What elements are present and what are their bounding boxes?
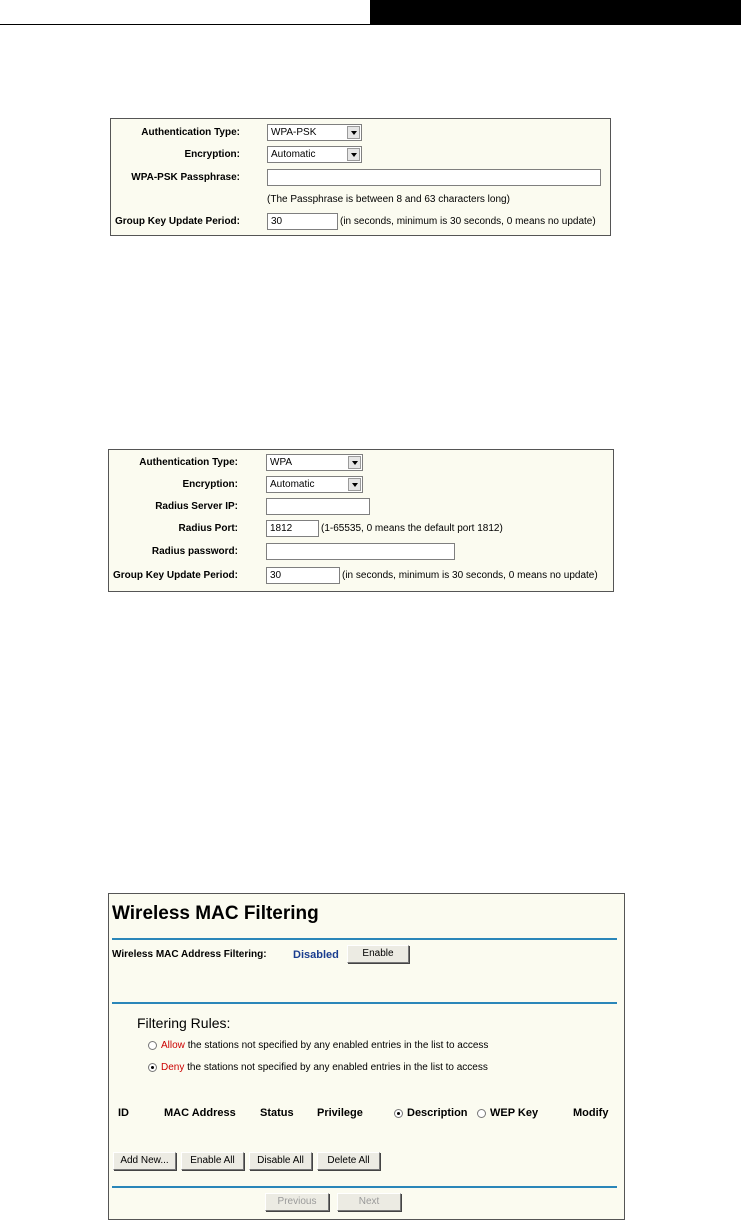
column-header-id: ID (118, 1107, 129, 1119)
allow-keyword: Allow (161, 1040, 185, 1051)
group-key-input[interactable]: 30 (266, 567, 340, 584)
auth-type-select[interactable]: WPA (266, 454, 363, 471)
column-header-status: Status (260, 1107, 294, 1119)
chevron-down-icon (348, 456, 361, 469)
filtering-status: Disabled (293, 949, 339, 961)
group-key-label: Group Key Update Period: (114, 216, 240, 227)
allow-radio[interactable] (148, 1041, 157, 1050)
encryption-label: Encryption: (182, 479, 238, 490)
auth-type-select[interactable]: WPA-PSK (267, 124, 362, 141)
encryption-select[interactable]: Automatic (266, 476, 363, 493)
wpa-psk-settings-panel (110, 118, 611, 236)
passphrase-input[interactable] (267, 169, 601, 186)
disable-all-button[interactable]: Disable All (249, 1152, 312, 1170)
group-key-label: Group Key Update Period: (112, 570, 238, 581)
column-header-modify: Modify (573, 1107, 609, 1119)
deny-keyword: Deny (161, 1062, 185, 1073)
filtering-rules-heading: Filtering Rules: (137, 1015, 231, 1031)
deny-rule-text (161, 1062, 488, 1073)
radius-ip-input[interactable] (266, 498, 370, 515)
column-header-description: Description (407, 1107, 468, 1119)
column-header-privilege: Privilege (317, 1107, 363, 1119)
enable-button[interactable]: Enable (347, 945, 409, 963)
wep-key-radio[interactable] (477, 1109, 486, 1118)
column-header-mac-address: MAC Address (164, 1107, 236, 1119)
header-bar (370, 0, 741, 24)
mac-filtering-label: Wireless MAC Address Filtering: (112, 949, 267, 960)
radius-password-label: Radius password: (151, 546, 238, 557)
allow-rule-text (161, 1040, 488, 1051)
allow-description: the stations not specified by any enabled entries in the list to access (187, 1040, 489, 1051)
section-divider (112, 1002, 617, 1004)
radius-password-input[interactable] (266, 543, 455, 560)
enable-all-button[interactable]: Enable All (181, 1152, 244, 1170)
add-new-button[interactable]: Add New... (113, 1152, 176, 1170)
group-key-input[interactable]: 30 (267, 213, 338, 230)
section-divider (112, 1186, 617, 1188)
deny-radio[interactable] (148, 1063, 157, 1072)
next-button[interactable]: Next (337, 1193, 401, 1211)
deny-description: the stations not specified by any enabled entries in the list to access (187, 1062, 488, 1073)
chevron-down-icon (348, 478, 361, 491)
column-header-wep-key: WEP Key (490, 1107, 539, 1119)
section-divider (112, 938, 617, 940)
header-rule (0, 24, 741, 25)
encryption-select[interactable]: Automatic (267, 146, 362, 163)
previous-button[interactable]: Previous (265, 1193, 329, 1211)
auth-type-label: Authentication Type: (141, 127, 240, 138)
passphrase-label: WPA-PSK Passphrase: (131, 172, 240, 183)
radius-ip-label: Radius Server IP: (155, 501, 238, 512)
encryption-label: Encryption: (184, 149, 240, 160)
description-radio[interactable] (394, 1109, 403, 1118)
chevron-down-icon (347, 126, 360, 139)
radius-port-input[interactable]: 1812 (266, 520, 319, 537)
group-key-note: (in seconds, minimum is 30 seconds, 0 means no update) (342, 570, 598, 581)
passphrase-note: (The Passphrase is between 8 and 63 characters long) (267, 194, 510, 205)
mac-filtering-panel (108, 893, 625, 1220)
delete-all-button[interactable]: Delete All (317, 1152, 380, 1170)
page-title: Wireless MAC Filtering (112, 903, 319, 924)
chevron-down-icon (347, 148, 360, 161)
wpa-settings-panel (108, 449, 614, 592)
group-key-note: (in seconds, minimum is 30 seconds, 0 means no update) (340, 216, 596, 227)
radius-port-note: (1-65535, 0 means the default port 1812) (321, 523, 503, 534)
auth-type-label: Authentication Type: (139, 457, 238, 468)
radius-port-label: Radius Port: (178, 523, 238, 534)
